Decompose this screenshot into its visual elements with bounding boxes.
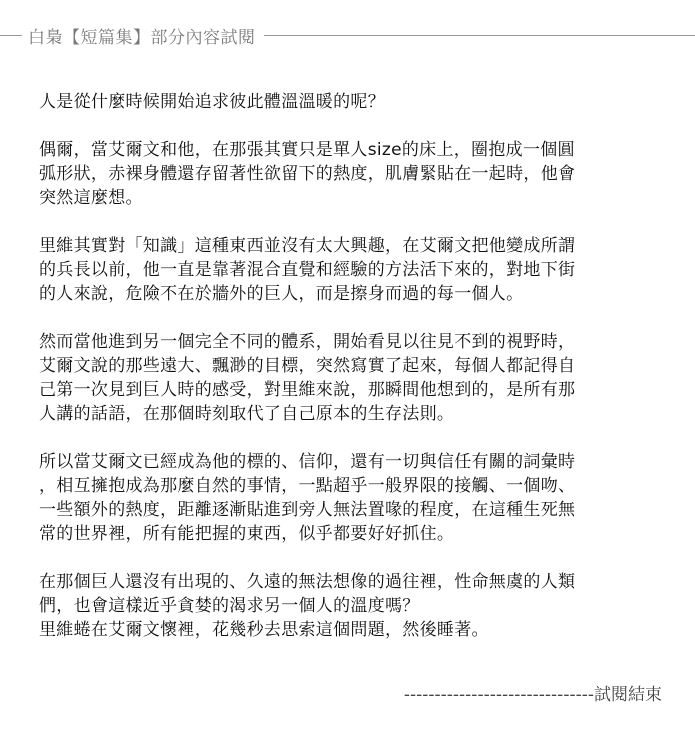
paragraph-3 [39,234,659,306]
text-line: 然而當他進到另一個完全不同的體系，開始看見以往見不到的視野時， [39,332,576,352]
text-line: 艾爾文說的那些遠大、飄渺的目標，突然寫實了起來，每個人都記得自 [39,356,576,376]
text-line: 們，也會這樣近乎貪婪的渴求另一個人的溫度嗎？ [39,596,420,616]
text-line: 里維其實對「知識」這種東西並沒有太大興趣，在艾爾文把他變成所謂 [39,236,576,256]
paragraph-6 [39,570,659,642]
header-title: 白梟【短篇集】部分內容試閱 [28,27,256,48]
text-line: 己第一次見到巨人時的感受，對里維來說，那瞬間他想到的，是所有那 [39,380,576,400]
text-line: 的兵長以前，他一直是靠著混合直覺和經驗的方法活下來的，對地下街 [39,260,576,280]
text-line: 的人來說，危險不在於牆外的巨人，而是擦身而過的每一個人。 [39,284,524,304]
paragraph-4 [39,330,659,426]
text-line: 弧形狀，赤裸身體還存留著性欲留下的熱度，肌膚緊貼在一起時，他會 [39,164,576,184]
text-line: 人是從什麼時候開始追求彼此體溫溫暖的呢？ [39,92,385,112]
page-header [0,24,695,46]
text-line: 一些額外的熱度，距離逐漸貼進到旁人無法置喙的程度，在這種生死無 [39,500,576,520]
paragraph-2 [39,138,659,210]
paragraph-1 [39,90,659,114]
paragraph-5 [39,450,659,546]
text-line: 常的世界裡，所有能把握的東西，似乎都要好好抓住。 [39,524,455,544]
preview-end-marker: -------------------------------試閱結束 [403,685,662,705]
header-rule-right [264,35,695,36]
text-line: ，相互擁抱成為那麼自然的事情，一點超乎一般界限的接觸、一個吻、 [39,476,576,496]
text-line: 里維蜷在艾爾文懷裡，花幾秒去思索這個問題，然後睡著。 [39,620,489,640]
text-line: 在那個巨人還沒有出現的、久遠的無法想像的過往裡，性命無虞的人類 [39,572,576,592]
text-line: 突然這麼想。 [39,188,143,208]
text-line: 人講的話語，在那個時刻取代了自己原本的生存法則。 [39,404,455,424]
text-line: 所以當艾爾文已經成為他的標的、信仰，還有一切與信任有關的詞彙時 [39,452,576,472]
text-line: 偶爾，當艾爾文和他，在那張其實只是單人size的床上，圈抱成一個圓 [39,140,575,160]
story-body [39,90,659,666]
header-rule-left [0,35,22,36]
